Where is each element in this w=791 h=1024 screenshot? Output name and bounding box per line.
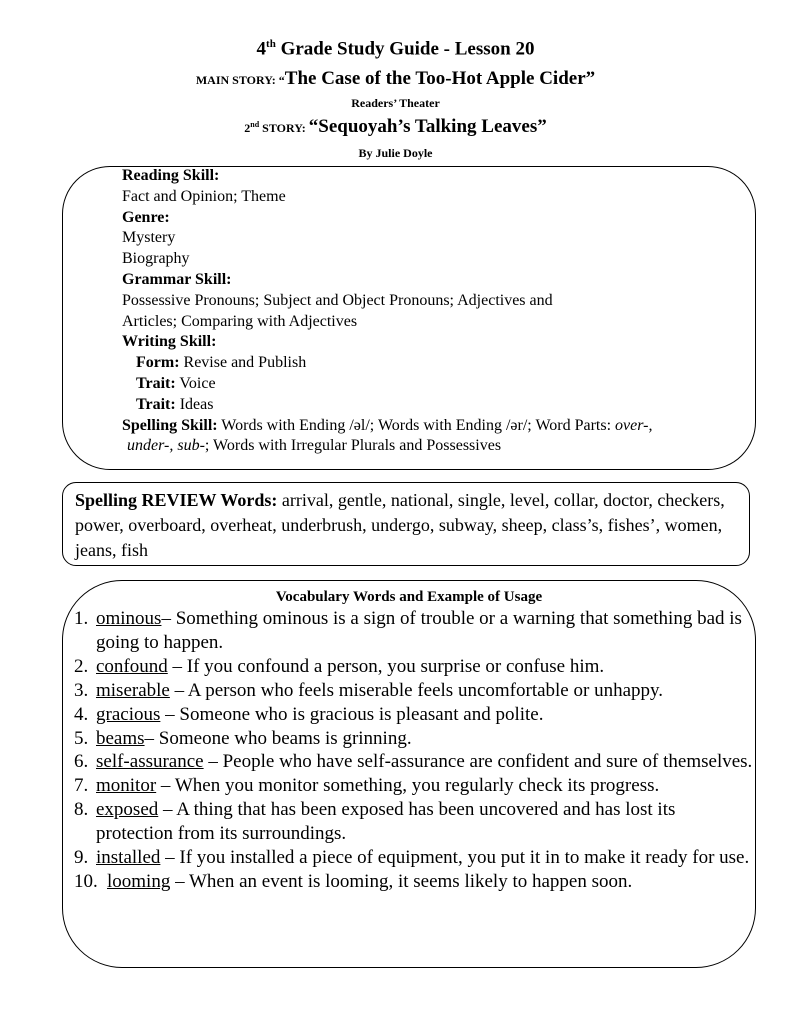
form-line: Form: Revise and Publish [136, 354, 307, 372]
second-story-label: 2nd STORY: [244, 120, 309, 135]
list-item: 4. gracious – Someone who is gracious is pleasant and polite. [74, 703, 544, 725]
review-words: arrival, gentle, national, single, level, collar, doctor, checkers, power, overboard, overheat, underbrush, undergo, subway, sheep, class’s, fishes’, women, jeans, fish [75, 490, 725, 560]
main-story-label: MAIN STORY: “ [195, 73, 285, 87]
list-item: 7. monitor – When you monitor something, you regularly check its progress. [74, 775, 660, 797]
grammar-skill-value: Possessive Pronouns; Subject and Object Pronouns; Adjectives and [122, 291, 553, 309]
list-item: 6. self-assurance – People who have self-assurance are confident and sure of themselves. [74, 751, 753, 773]
second-story-title: “Sequoyah’s Talking Leaves” [308, 116, 547, 137]
trait-line: Trait: Ideas [136, 395, 214, 413]
list-item: 8. exposed – A thing that has been exposed has been uncovered and has lost its protection from its surroundings. [74, 799, 676, 845]
spelling-review [75, 488, 745, 563]
main-story-title: The Case of the Too-Hot Apple Cider” [284, 68, 596, 89]
vocabulary-heading: Vocabulary Words and Example of Usage [275, 589, 543, 605]
trait-line: Trait: Voice [136, 374, 216, 392]
spelling-skill-line: under-, sub-; Words with Irregular Plurals and Possessives [127, 437, 502, 455]
subtitle: Readers’ Theater [351, 96, 440, 110]
reading-skill-value: Fact and Opinion; Theme [122, 187, 286, 205]
vocab-word: miserable [96, 679, 170, 701]
list-item: 5. beams– Someone who beams is grinning. [74, 727, 412, 749]
reading-skill-label: Reading Skill: [122, 167, 220, 184]
author: By Julie Doyle [358, 146, 433, 160]
vocab-word: confound [96, 655, 168, 677]
genre-value: Mystery [122, 229, 176, 247]
list-item: 10. looming – When an event is looming, it seems likely to happen soon. [74, 870, 633, 892]
grammar-skill-value: Articles; Comparing with Adjectives [122, 312, 358, 330]
list-item: 1. ominous– Something ominous is a sign of trouble or a warning that something bad is going to happen. [74, 608, 742, 653]
list-item: 3. miserable – A person who feels miserable feels uncomfortable or unhappy. [74, 679, 664, 701]
main-story-line [0, 68, 791, 90]
second-story-line [0, 116, 791, 138]
vocabulary-list [74, 607, 754, 894]
vocab-word: looming [107, 870, 171, 892]
spelling-skill-line: Spelling Skill: Words with Ending /əl/; Words with Ending /ər/; Word Parts: over-, [122, 416, 653, 434]
vocab-word: self-assurance [96, 751, 204, 773]
vocab-word: installed [96, 847, 161, 869]
list-item: 2. confound – If you confound a person, you surprise or confuse him. [74, 655, 605, 677]
genre-value: Biography [122, 250, 190, 268]
genre-label: Genre: [122, 208, 170, 226]
vocab-word: monitor [96, 775, 157, 797]
writing-skill-label: Writing Skill: [122, 333, 217, 351]
review-label: Spelling REVIEW Words: [75, 490, 278, 510]
vocab-word: ominous [96, 608, 162, 629]
list-item: 9. installed – If you installed a piece of equipment, you put it in to make it ready for use. [74, 847, 750, 869]
vocab-word: beams [96, 727, 145, 749]
page-title: 4th Grade Study Guide - Lesson 20 [256, 38, 535, 60]
grammar-skill-label: Grammar Skill: [122, 270, 232, 288]
skills-section [122, 166, 652, 457]
vocab-word: exposed [96, 799, 159, 821]
vocab-word: gracious [96, 703, 161, 725]
